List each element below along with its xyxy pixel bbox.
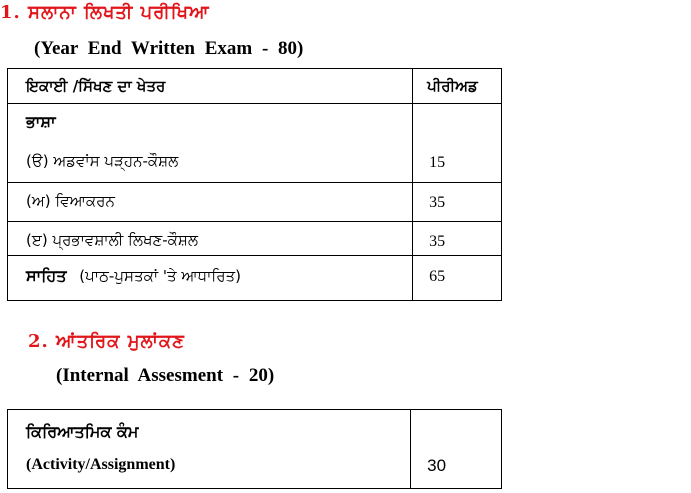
header-unit-area: ਇਕਾਈ /ਸਿੱਖਣ ਦਾ ਖੇਤਰ [26, 77, 166, 95]
row-divider [8, 221, 412, 222]
section1-title: 1. ਸਲਾਨਾ ਲਿਖਤੀ ਪਰੀਖਿਆ [0, 2, 210, 23]
group-label-language: ਭਾਸ਼ਾ [26, 112, 56, 131]
table-row [8, 104, 502, 256]
literature-label-bold: ਸਾਹਿਤ [26, 266, 67, 285]
periods-grammar: 35 [429, 194, 446, 211]
header-periods: ਪੀਰੀਅਡ [427, 77, 478, 95]
literature-label-note: (ਪਾਠ-ਪੁਸਤਕਾਂ 'ਤੇ ਆਧਾਰਿਤ) [79, 267, 241, 285]
table-row [8, 256, 502, 301]
internal-assessment-table [7, 409, 502, 489]
table-row [8, 410, 502, 489]
activity-label-english: (Activity/Assignment) [26, 456, 176, 473]
row-divider [413, 182, 501, 183]
row-label-advanced-reading: (ੳ) ਅਡਵਾਂਸ ਪੜ੍ਹਨ-ਕੌਸ਼ਲ [26, 152, 179, 170]
row-label-effective-writing: (ੲ) ਪ੍ਰਭਾਵਸ਼ਾਲੀ ਲਿਖਣ-ਕੌਸ਼ਲ [26, 231, 199, 249]
row-label-grammar: (ਅ) ਵਿਆਕਰਨ [26, 192, 115, 210]
activity-label-punjabi: ਕਿਰਿਆਤਮਿਕ ਕੰਮ [26, 422, 139, 441]
periods-activity: 30 [427, 456, 447, 475]
periods-literature: 65 [429, 268, 446, 285]
written-exam-table [7, 68, 502, 301]
section2-title: 2. ਆਂਤਰਿਕ ਮੁਲਾਂਕਣ [28, 331, 185, 352]
periods-advanced-reading: 15 [429, 154, 446, 171]
row-divider [413, 221, 501, 222]
row-label-literature [8, 256, 412, 286]
section1-subtitle: (Year End Written Exam - 80) [34, 38, 304, 59]
table-header-row [8, 69, 502, 104]
periods-effective-writing: 35 [429, 233, 446, 250]
row-divider [8, 182, 412, 183]
section2-subtitle: (Internal Assesment - 20) [56, 365, 275, 386]
